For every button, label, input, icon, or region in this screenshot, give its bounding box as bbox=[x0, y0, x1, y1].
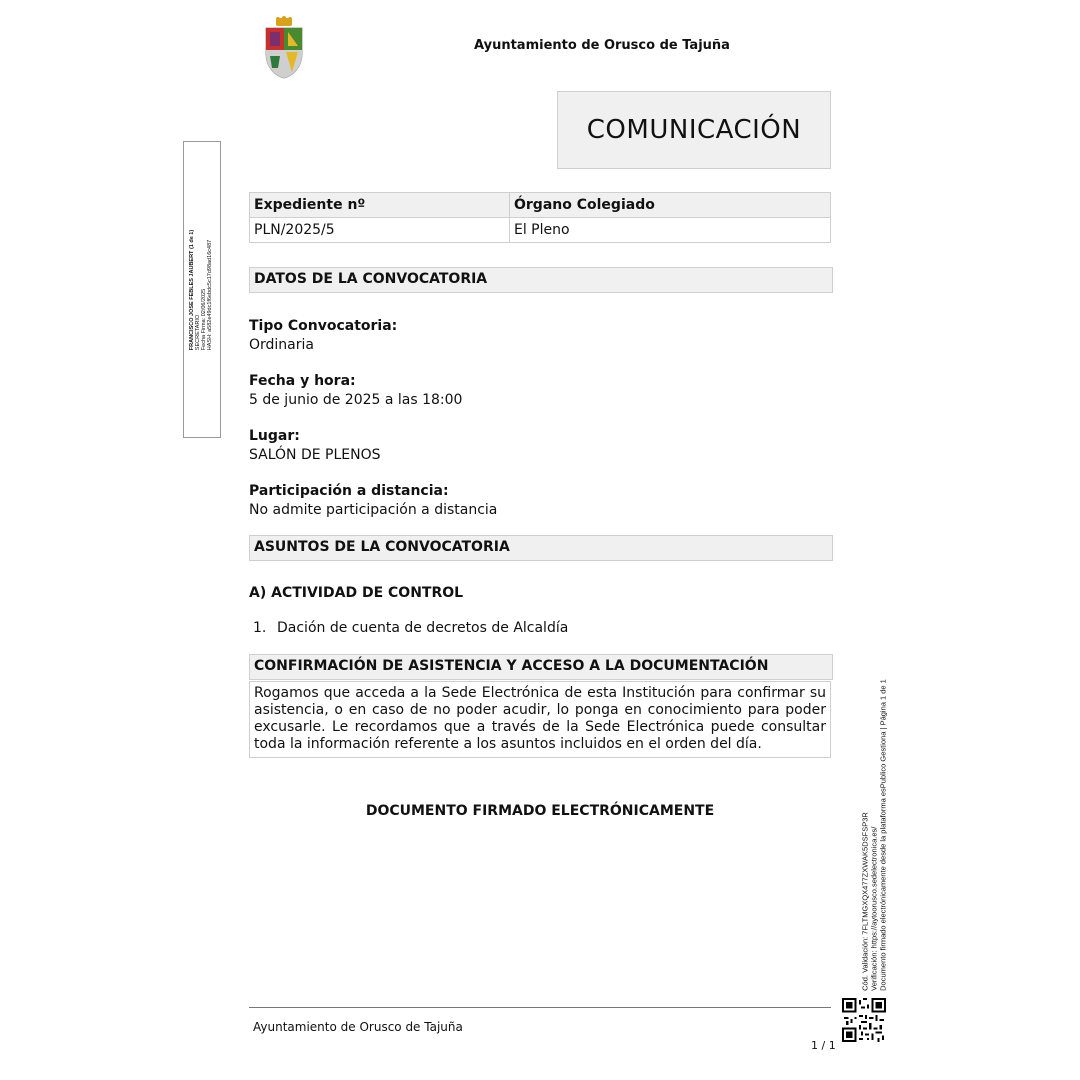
signature-role: SECRETARIO bbox=[195, 314, 201, 351]
organization-header: Ayuntamiento de Orusco de Tajuña bbox=[474, 38, 730, 53]
field-value-participacion: No admite participación a distancia bbox=[249, 502, 498, 518]
verification-url: Verificación: https://aytoorusco.sedelectronica.es/ bbox=[869, 826, 879, 991]
section-datos-convocatoria: DATOS DE LA CONVOCATORIA bbox=[249, 267, 833, 293]
coat-of-arms-logo bbox=[262, 16, 306, 80]
confirmacion-text: Rogamos que acceda a la Sede Electrónica de esta Institución para confirmar su asistencia, o en caso de no poder acudir, lo ponga en conocimiento para poder excusarle. Le recordamos que a través de la Sede Electrónica puede consultar toda la información referente a los asuntos incluidos en el orden del día. bbox=[249, 681, 831, 758]
field-label-tipo: Tipo Convocatoria: bbox=[249, 318, 398, 334]
expediente-header: Expediente nº bbox=[250, 193, 510, 218]
agenda-item-text: Dación de cuenta de decretos de Alcaldía bbox=[277, 620, 569, 636]
page-number: 1 / 1 bbox=[811, 1039, 836, 1052]
field-value-tipo: Ordinaria bbox=[249, 337, 314, 353]
agenda-group-title: A) ACTIVIDAD DE CONTROL bbox=[249, 585, 464, 601]
footer-divider bbox=[249, 1007, 831, 1008]
organo-value: El Pleno bbox=[510, 218, 831, 243]
signed-notice bbox=[0, 803, 1080, 819]
field-label-fecha: Fecha y hora: bbox=[249, 373, 356, 389]
verification-platform: Documento firmado electrónicamente desde la plataforma esPublico Gestiona | Página 1 de 1 bbox=[878, 679, 888, 991]
field-value-fecha: 5 de junio de 2025 a las 18:00 bbox=[249, 392, 463, 408]
signature-date: Fecha Firma: 02/06/2025 bbox=[201, 288, 207, 351]
agenda-item bbox=[253, 620, 568, 636]
qr-code bbox=[842, 998, 886, 1042]
section-asuntos-convocatoria: ASUNTOS DE LA CONVOCATORIA bbox=[249, 535, 833, 561]
expediente-value: PLN/2025/5 bbox=[250, 218, 510, 243]
section-confirmacion: CONFIRMACIÓN DE ASISTENCIA Y ACCESO A LA DOCUMENTACIÓN bbox=[249, 654, 833, 680]
verification-code: Cód. Validación: 7FLTMGXQX477ZXWAK5DSFSP3R bbox=[860, 812, 870, 991]
signature-hash: HASH: a582e49dc1f6ebdc5c17d98ad16c487 bbox=[207, 239, 213, 351]
field-label-lugar: Lugar: bbox=[249, 428, 300, 444]
agenda-item-number: 1. bbox=[253, 620, 267, 636]
field-label-participacion: Participación a distancia: bbox=[249, 483, 449, 499]
signed-notice-text: DOCUMENTO FIRMADO ELECTRÓNICAMENTE bbox=[365, 803, 715, 819]
document-type-title: COMUNICACIÓN bbox=[557, 91, 831, 169]
field-value-lugar: SALÓN DE PLENOS bbox=[249, 447, 381, 463]
expediente-table bbox=[249, 192, 831, 243]
footer-organization: Ayuntamiento de Orusco de Tajuña bbox=[253, 1020, 463, 1034]
signature-signer: FRANCISCO JOSE FEBLES JAUBERT (1 de 1) bbox=[189, 229, 195, 351]
organo-header: Órgano Colegiado bbox=[510, 193, 831, 218]
